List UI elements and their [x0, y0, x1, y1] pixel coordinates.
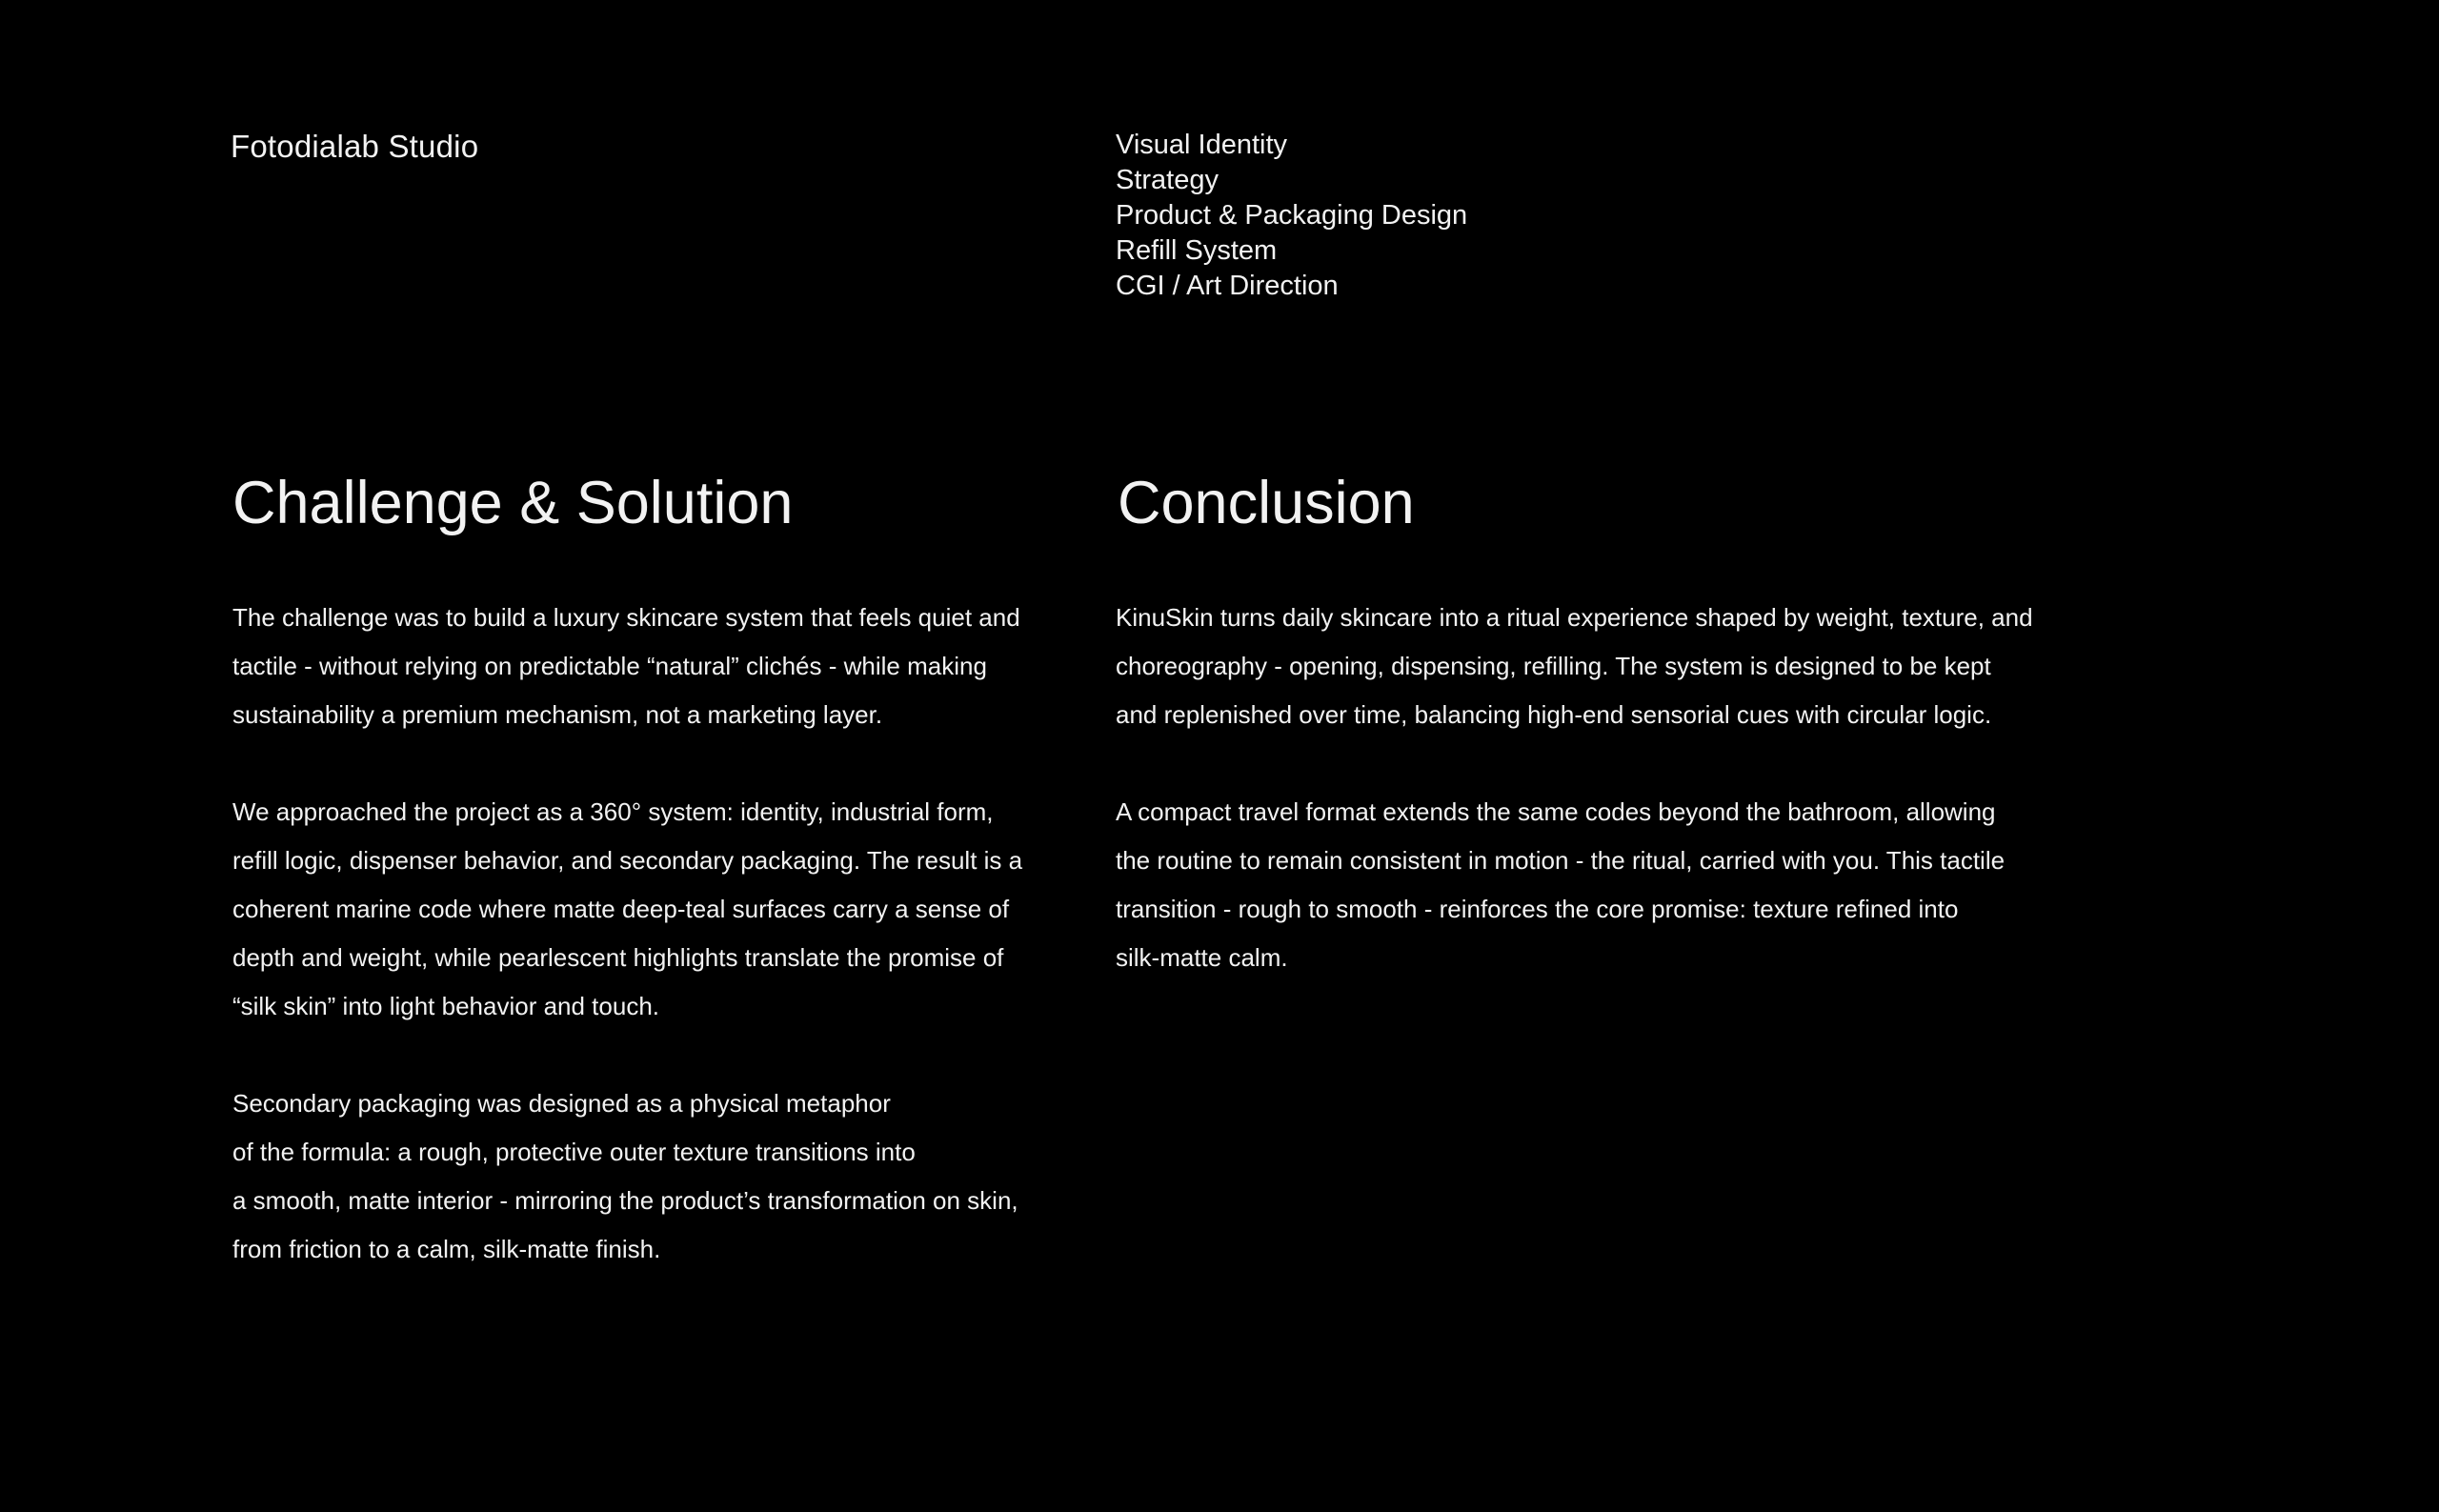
- text-line: and replenished over time, balancing high-end sensorial cues with circular logic.: [1116, 700, 1992, 729]
- text-line: a smooth, matte interior - mirroring the product’s transformation on skin,: [232, 1186, 1018, 1215]
- service-item: Product & Packaging Design: [1116, 200, 1468, 231]
- text-line: KinuSkin turns daily skincare into a ritual experience shaped by weight, texture, and: [1116, 603, 2033, 632]
- service-item: Refill System: [1116, 235, 1278, 266]
- text-line: choreography - opening, dispensing, refilling. The system is designed to be kept: [1116, 652, 1991, 680]
- text-line: sustainability a premium mechanism, not a marketing layer.: [232, 700, 883, 729]
- text-line: coherent marine code where matte deep-teal surfaces carry a sense of: [232, 895, 1010, 923]
- conclusion-paragraph-2: [1116, 788, 2033, 982]
- text-line: depth and weight, while pearlescent highlights translate the promise of: [232, 943, 1004, 972]
- challenge-paragraph-3: [232, 1079, 1022, 1274]
- text-line: We approached the project as a 360° system: identity, industrial form,: [232, 797, 994, 826]
- text-line: refill logic, dispenser behavior, and secondary packaging. The result is a: [232, 846, 1023, 875]
- challenge-paragraph-2: [232, 788, 1022, 1031]
- text-line: of the formula: a rough, protective outer texture transitions into: [232, 1138, 916, 1166]
- conclusion-paragraph-1: [1116, 594, 2033, 739]
- text-line: the routine to remain consistent in motion - the ritual, carried with you. This tactile: [1116, 846, 2006, 875]
- text-line: A compact travel format extends the same codes beyond the bathroom, allowing: [1116, 797, 1996, 826]
- studio-name: Fotodialab Studio: [231, 129, 479, 164]
- service-item: Strategy: [1116, 165, 1219, 195]
- text-line: The challenge was to build a luxury skincare system that feels quiet and: [232, 603, 1020, 632]
- challenge-body: [232, 594, 1022, 1322]
- conclusion-heading: Conclusion: [1118, 470, 1415, 536]
- service-item: Visual Identity: [1116, 130, 1288, 160]
- challenge-heading: Challenge & Solution: [232, 470, 794, 536]
- services-list: [1116, 128, 1467, 304]
- text-line: from friction to a calm, silk-matte finish.: [232, 1235, 661, 1263]
- text-line: silk-matte calm.: [1116, 943, 1288, 972]
- service-item: CGI / Art Direction: [1116, 271, 1339, 301]
- text-line: tactile - without relying on predictable “natural” clichés - while making: [232, 652, 987, 680]
- text-line: “silk skin” into light behavior and touch.: [232, 992, 660, 1020]
- conclusion-body: [1116, 594, 2033, 1031]
- text-line: Secondary packaging was designed as a physical metaphor: [232, 1089, 891, 1118]
- challenge-paragraph-1: [232, 594, 1022, 739]
- text-line: transition - rough to smooth - reinforces the core promise: texture refined into: [1116, 895, 1959, 923]
